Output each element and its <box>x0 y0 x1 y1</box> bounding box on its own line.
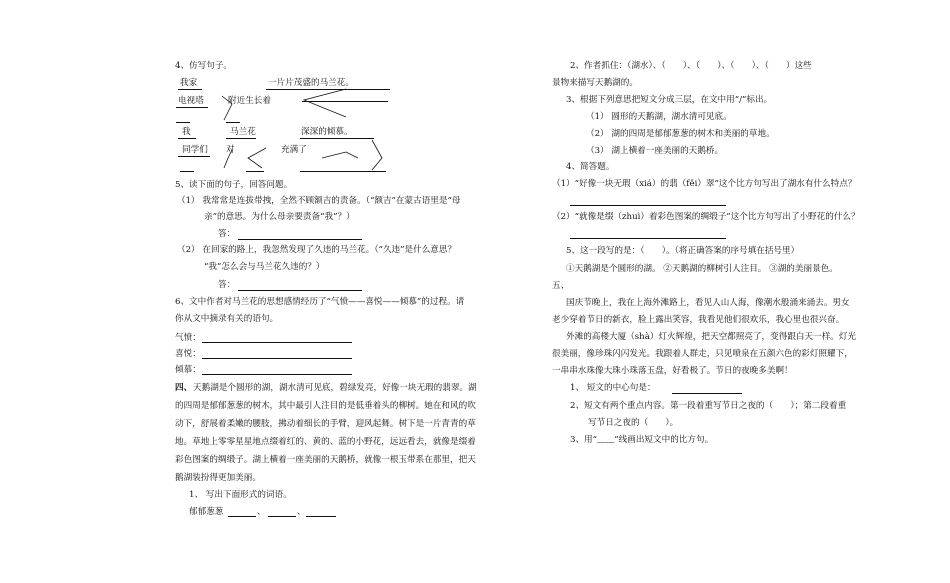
q6-anger-label: 气愤： <box>175 333 201 343</box>
p5-q2-line2: 写节日之夜的（ ）。 <box>588 418 679 428</box>
r-q4-2: （2）“就像是缀（zhuì）着彩色图案的绸缎子”这个比方句写出了小野花的什么？ <box>552 212 860 222</box>
q4-row3-target: 马兰花 <box>230 127 256 137</box>
q5-s1-line2: 亲”的意思。为什么母亲要责备“我”？） <box>204 212 355 222</box>
r-q4-2-answer-line[interactable] <box>570 238 726 239</box>
q6-line2: 你从文中摘录有关的语句。 <box>175 314 279 324</box>
p4-q1-sep-2: 、 <box>297 507 306 517</box>
q6-joy-label: 喜悦： <box>175 349 201 359</box>
r-q4-1-answer-line[interactable] <box>570 205 726 206</box>
p4-line-5: 彩色图案的绸缎子。湖上横着一座美丽的天鹅桥，就像一根玉带系在那里，把天 <box>175 455 476 465</box>
p5-line-4: 很美丽，像珍珠闪闪发光。我跟着人群走，只见喷泉在五颜六色的彩灯照耀下， <box>552 349 853 359</box>
p4-line-1: 天鹅湖是个圆形的湖，湖水清可见底，碧绿发亮，好像一块无瑕的翡翠。湖 <box>193 383 477 393</box>
q5-s1-line1: （1） 我常常是连拔带拽，全然不顾额吉的责备。（“额吉”在蒙古语里是“母 <box>177 196 461 206</box>
r-q5-options: ①天鹅湖是个圆形的湖。 ②天鹅湖的柳树引人注目。 ③湖的美丽景色。 <box>566 264 838 274</box>
q4-row2-verb: 附近生长着 <box>228 96 271 106</box>
p4-q1-blank-3[interactable] <box>306 516 336 517</box>
p5-q2-line1: 2、短文有两个重点内容。第一段着重写节日之夜的（ ）；第二段着重 <box>570 401 847 411</box>
p5-q1: 1、 短文的中心句是： <box>570 383 656 393</box>
p4-q1: 1、 写出下面形式的词语。 <box>189 490 292 500</box>
r-q3-item-2: （2） 湖的四周是郁郁葱葱的树木和美丽的草地。 <box>586 129 775 139</box>
p5-line-1: 国庆节晚上，我在上海外滩路上，看见人山人海，像潮水般涌来涌去。男女 <box>566 298 850 308</box>
p5-line-3: 外滩的高楼大厦（shà）灯火辉煌，把天空都照亮了，变得跟白天一样。灯光 <box>566 332 857 342</box>
q4-row4-verb: 充满了 <box>281 145 307 155</box>
q4-row1-subject: 我家 <box>180 78 198 88</box>
r-q4-1: （1）“好像一块无瑕（xiá）的翡（fěi）翠”这个比方句写出了湖水有什么特点？ <box>552 179 857 189</box>
p5-line-2: 老少穿着节日的新衣，脸上露出笑容，我看见他们很欢乐，我心里也很兴奋。 <box>552 315 845 325</box>
p5-q1-answer-line[interactable] <box>672 393 742 394</box>
q4-row3-feeling: 深深的倾慕。 <box>301 127 353 137</box>
q5-s2-answer-label: 答： <box>218 280 236 290</box>
q4-row2-subject: 电视塔 <box>178 96 204 106</box>
q5-s2-line1: （2） 在回家的路上，我忽然发现了久违的马兰花。（“久违”是什么意思？ <box>177 245 457 255</box>
p4-q1-example: 郁郁葱葱 <box>189 507 224 517</box>
p5-line-5: 一串串水珠像大珠小珠落玉盘，好看极了。节日的夜晚多美啊！ <box>552 366 793 376</box>
p5-q3: 3、用“﹏﹏”线画出短文中的比方句。 <box>570 435 714 445</box>
q6-line1: 6、文中作者对马兰花的思想感情经历了“气愤——喜悦——倾慕”的过程。请 <box>175 297 465 307</box>
section-four-number: 四、 <box>175 383 193 393</box>
r-q3: 3、根据下列意思把短文分成三层，在文中用“/”标出。 <box>566 95 773 105</box>
q4-row3-subject: 我 <box>182 127 191 137</box>
q4-title: 4、仿写句子。 <box>175 61 233 71</box>
q6-admire-line[interactable] <box>202 374 352 375</box>
q6-anger-line[interactable] <box>202 342 352 343</box>
q5-s2-answer-line[interactable] <box>238 290 362 291</box>
r-q2-line1: 2、作者抓住：（湖水）、（ ）、（ ）、（ ）、（ ）这些 <box>570 61 812 71</box>
r-q3-item-3: （3） 湖上横着一座美丽的天鹅桥。 <box>586 146 724 156</box>
q5-s1-answer-line[interactable] <box>238 239 362 240</box>
q5-s1-answer-label: 答： <box>218 229 236 239</box>
r-q5: 5、这一段写的是：（ ）。（将正确答案的序号填在括号里） <box>566 246 800 256</box>
r-q3-item-1: （1） 圆形的天鹅湖，湖水清可见底。 <box>586 112 732 122</box>
q4-row4-prep: 对 <box>226 145 235 155</box>
p4-line-2: 的四周是郁郁葱葱的树木，其中最引人注目的是低垂着头的柳树。她在和风的吹 <box>175 401 476 411</box>
r-q2-line2: 景物来描写天鹅湖的。 <box>552 78 638 88</box>
p4-line-4: 地。草地上零零星星地点缀着红的、黄的、蓝的小野花，远远看去，就像是缀着 <box>175 437 476 447</box>
q5-s2-line2: “我”怎么会与马兰花久违的？） <box>204 262 325 272</box>
p4-line-3: 动下，舒展着柔嫩的腰肢，拂动着细长的手臂，迎风起舞。树下是一片青青的草 <box>175 419 476 429</box>
r-q4: 4、简答题。 <box>566 162 615 172</box>
q6-admire-label: 倾慕： <box>175 365 201 375</box>
q4-row1-object: 一片片茂盛的马兰花。 <box>268 78 354 88</box>
p4-q1-blank-1[interactable] <box>228 516 256 517</box>
p4-q1-sep-1: 、 <box>257 507 266 517</box>
q5-title: 5、读下面的句子，回答问题。 <box>175 180 293 190</box>
section-five-number: 五、 <box>552 281 570 291</box>
q4-row4-subject: 同学们 <box>182 145 208 155</box>
p4-q1-blank-2[interactable] <box>268 516 296 517</box>
q6-joy-line[interactable] <box>202 358 352 359</box>
p4-line-6: 鹅湖装扮得更加美丽。 <box>175 473 261 483</box>
